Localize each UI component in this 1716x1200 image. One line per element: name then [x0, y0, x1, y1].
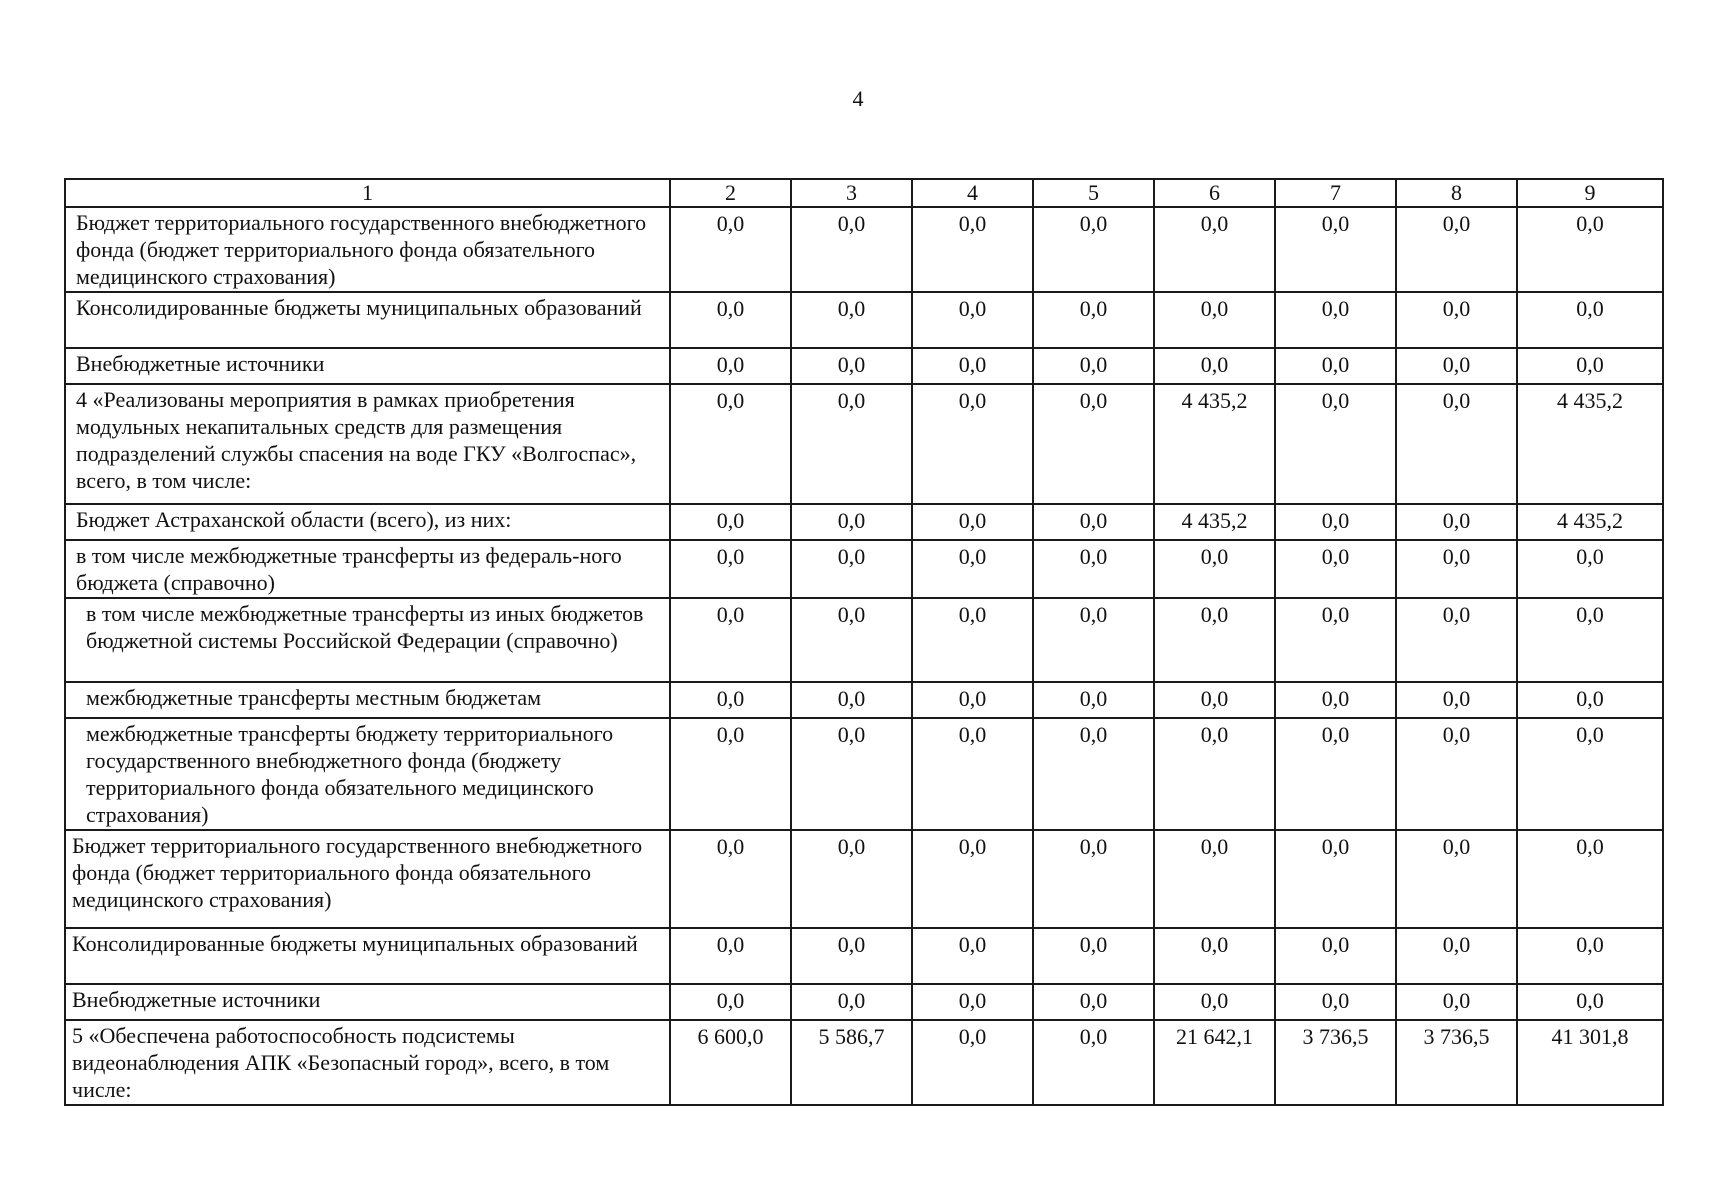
- table-cell: 0,0: [912, 292, 1033, 348]
- table-cell: 0,0: [1154, 348, 1275, 384]
- table-cell: 0,0: [912, 348, 1033, 384]
- table-cell: 0,0: [1396, 718, 1517, 830]
- table-row: [65, 540, 1663, 598]
- table-cell: 0,0: [1275, 348, 1396, 384]
- table-row: [65, 682, 1663, 718]
- row-label: Консолидированные бюджеты муниципальных образований: [65, 292, 670, 348]
- table-row: [65, 384, 1663, 504]
- table-cell: 0,0: [791, 504, 912, 540]
- table-cell: 0,0: [1275, 504, 1396, 540]
- table-cell: 0,0: [1396, 682, 1517, 718]
- column-header: 6: [1154, 179, 1275, 207]
- table-cell: 3 736,5: [1396, 1020, 1517, 1105]
- table-cell: 0,0: [1033, 718, 1154, 830]
- table-cell: 0,0: [791, 984, 912, 1020]
- table-cell: 0,0: [912, 830, 1033, 928]
- table-cell: 0,0: [1396, 984, 1517, 1020]
- table-cell: 0,0: [912, 682, 1033, 718]
- table-cell: 0,0: [1517, 984, 1663, 1020]
- table-cell: 0,0: [912, 598, 1033, 682]
- table-cell: 0,0: [1033, 540, 1154, 598]
- row-label: в том числе межбюджетные трансферты из федераль-ного бюджета (справочно): [65, 540, 670, 598]
- row-label: межбюджетные трансферты местным бюджетам: [65, 682, 670, 718]
- table-cell: 0,0: [1033, 348, 1154, 384]
- table-cell: 0,0: [912, 207, 1033, 292]
- table-cell: 0,0: [1396, 504, 1517, 540]
- row-label: Бюджет территориального государственного внебюджетного фонда (бюджет территориального фонда обязательного медицинского страхования): [65, 830, 670, 928]
- table-cell: 0,0: [1517, 718, 1663, 830]
- column-header: 5: [1033, 179, 1154, 207]
- table-cell: 0,0: [670, 598, 791, 682]
- table-cell: 4 435,2: [1517, 504, 1663, 540]
- table-cell: 0,0: [1517, 928, 1663, 984]
- row-label: 4 «Реализованы мероприятия в рамках приобретения модульных некапитальных средств для размещения подразделений службы спасения на воде ГКУ «Волгоспас», всего, в том числе:: [65, 384, 670, 504]
- table-row: [65, 830, 1663, 928]
- table-row: [65, 292, 1663, 348]
- table-cell: 0,0: [1154, 292, 1275, 348]
- table-cell: 0,0: [1154, 718, 1275, 830]
- row-label: в том числе межбюджетные трансферты из иных бюджетов бюджетной системы Российской Федерации (справочно): [65, 598, 670, 682]
- table-cell: 0,0: [1033, 207, 1154, 292]
- table-cell: 0,0: [791, 682, 912, 718]
- table-cell: 4 435,2: [1154, 384, 1275, 504]
- table-cell: 0,0: [1154, 928, 1275, 984]
- table-cell: 0,0: [1396, 928, 1517, 984]
- table-row: [65, 348, 1663, 384]
- table-cell: 0,0: [1033, 830, 1154, 928]
- table-cell: 0,0: [1517, 598, 1663, 682]
- column-header: 2: [670, 179, 791, 207]
- column-header: 9: [1517, 179, 1663, 207]
- table-cell: 0,0: [1033, 384, 1154, 504]
- table-cell: 0,0: [1154, 984, 1275, 1020]
- table-cell: 3 736,5: [1275, 1020, 1396, 1105]
- table-cell: 0,0: [1275, 384, 1396, 504]
- table-cell: 0,0: [1517, 207, 1663, 292]
- table-cell: 0,0: [1275, 682, 1396, 718]
- table-cell: 6 600,0: [670, 1020, 791, 1105]
- row-label: 5 «Обеспечена работоспособность подсистемы видеонаблюдения АПК «Безопасный город», всего, в том числе:: [65, 1020, 670, 1105]
- table-cell: 0,0: [912, 540, 1033, 598]
- table-cell: 0,0: [1033, 1020, 1154, 1105]
- table-cell: 0,0: [1517, 682, 1663, 718]
- table-cell: 0,0: [1396, 830, 1517, 928]
- table-cell: 0,0: [1275, 928, 1396, 984]
- page-number: 4: [852, 86, 864, 111]
- table-cell: 0,0: [670, 984, 791, 1020]
- table-cell: 0,0: [1154, 830, 1275, 928]
- table-cell: 41 301,8: [1517, 1020, 1663, 1105]
- table-cell: 0,0: [912, 504, 1033, 540]
- table-cell: 0,0: [1275, 207, 1396, 292]
- budget-table: [64, 178, 1664, 1106]
- table-cell: 0,0: [1396, 384, 1517, 504]
- table-cell: 0,0: [1517, 540, 1663, 598]
- table-cell: 0,0: [912, 384, 1033, 504]
- table-cell: 0,0: [670, 348, 791, 384]
- table-cell: 0,0: [912, 1020, 1033, 1105]
- table-cell: 0,0: [670, 928, 791, 984]
- table-cell: 0,0: [1154, 540, 1275, 598]
- table-row: [65, 207, 1663, 292]
- table-cell: 0,0: [1033, 504, 1154, 540]
- table-cell: 0,0: [1154, 682, 1275, 718]
- row-label: Внебюджетные источники: [65, 348, 670, 384]
- column-header: 4: [912, 179, 1033, 207]
- table-cell: 0,0: [1275, 292, 1396, 348]
- table-cell: 0,0: [1275, 598, 1396, 682]
- table-cell: 0,0: [1396, 540, 1517, 598]
- table-cell: 0,0: [670, 292, 791, 348]
- table-cell: 0,0: [1396, 292, 1517, 348]
- table-cell: 0,0: [791, 207, 912, 292]
- row-label: Бюджет Астраханской области (всего), из них:: [65, 504, 670, 540]
- table-cell: 0,0: [1275, 718, 1396, 830]
- table-cell: 0,0: [670, 207, 791, 292]
- table-cell: 0,0: [1154, 598, 1275, 682]
- row-label: Консолидированные бюджеты муниципальных образований: [65, 928, 670, 984]
- table-cell: 0,0: [670, 830, 791, 928]
- table-row: [65, 1020, 1663, 1105]
- table-cell: 0,0: [912, 984, 1033, 1020]
- table-cell: 0,0: [670, 384, 791, 504]
- table-cell: 0,0: [791, 928, 912, 984]
- table-cell: 0,0: [1517, 348, 1663, 384]
- table-row: [65, 504, 1663, 540]
- table-cell: 0,0: [912, 928, 1033, 984]
- table-cell: 0,0: [1275, 540, 1396, 598]
- column-header: 3: [791, 179, 912, 207]
- row-label: Внебюджетные источники: [65, 984, 670, 1020]
- table-cell: 0,0: [1275, 830, 1396, 928]
- table-cell: 0,0: [791, 348, 912, 384]
- table-cell: 0,0: [1517, 292, 1663, 348]
- table-cell: 0,0: [1033, 928, 1154, 984]
- table-row: [65, 718, 1663, 830]
- table-cell: 5 586,7: [791, 1020, 912, 1105]
- row-label: Бюджет территориального государственного внебюджетного фонда (бюджет территориального фонда обязательного медицинского страхования): [65, 207, 670, 292]
- table-cell: 0,0: [791, 598, 912, 682]
- table-cell: 0,0: [791, 384, 912, 504]
- table-cell: 0,0: [791, 718, 912, 830]
- table-cell: 4 435,2: [1154, 504, 1275, 540]
- column-header: 8: [1396, 179, 1517, 207]
- table-cell: 0,0: [670, 540, 791, 598]
- column-header: 1: [65, 179, 670, 207]
- table-row: [65, 984, 1663, 1020]
- table-cell: 0,0: [1033, 292, 1154, 348]
- table-cell: 0,0: [1033, 984, 1154, 1020]
- table-cell: 0,0: [1396, 207, 1517, 292]
- table-cell: 0,0: [670, 718, 791, 830]
- table-cell: 0,0: [1396, 598, 1517, 682]
- table-cell: 21 642,1: [1154, 1020, 1275, 1105]
- row-label: межбюджетные трансферты бюджету территориального государственного внебюджетного фонда (бюджету территориального фонда обязательного медицинского страхования): [65, 718, 670, 830]
- table-row: [65, 598, 1663, 682]
- table-cell: 0,0: [791, 292, 912, 348]
- header-row: [65, 179, 1663, 207]
- table-cell: 0,0: [1517, 830, 1663, 928]
- table-cell: 0,0: [791, 830, 912, 928]
- table-cell: 0,0: [1275, 984, 1396, 1020]
- table-cell: 4 435,2: [1517, 384, 1663, 504]
- table-cell: 0,0: [670, 682, 791, 718]
- table-cell: 0,0: [1033, 682, 1154, 718]
- table-cell: 0,0: [912, 718, 1033, 830]
- column-header: 7: [1275, 179, 1396, 207]
- table-row: [65, 928, 1663, 984]
- table-cell: 0,0: [1396, 348, 1517, 384]
- table-cell: 0,0: [1154, 207, 1275, 292]
- table-cell: 0,0: [670, 504, 791, 540]
- table-cell: 0,0: [1033, 598, 1154, 682]
- table-cell: 0,0: [791, 540, 912, 598]
